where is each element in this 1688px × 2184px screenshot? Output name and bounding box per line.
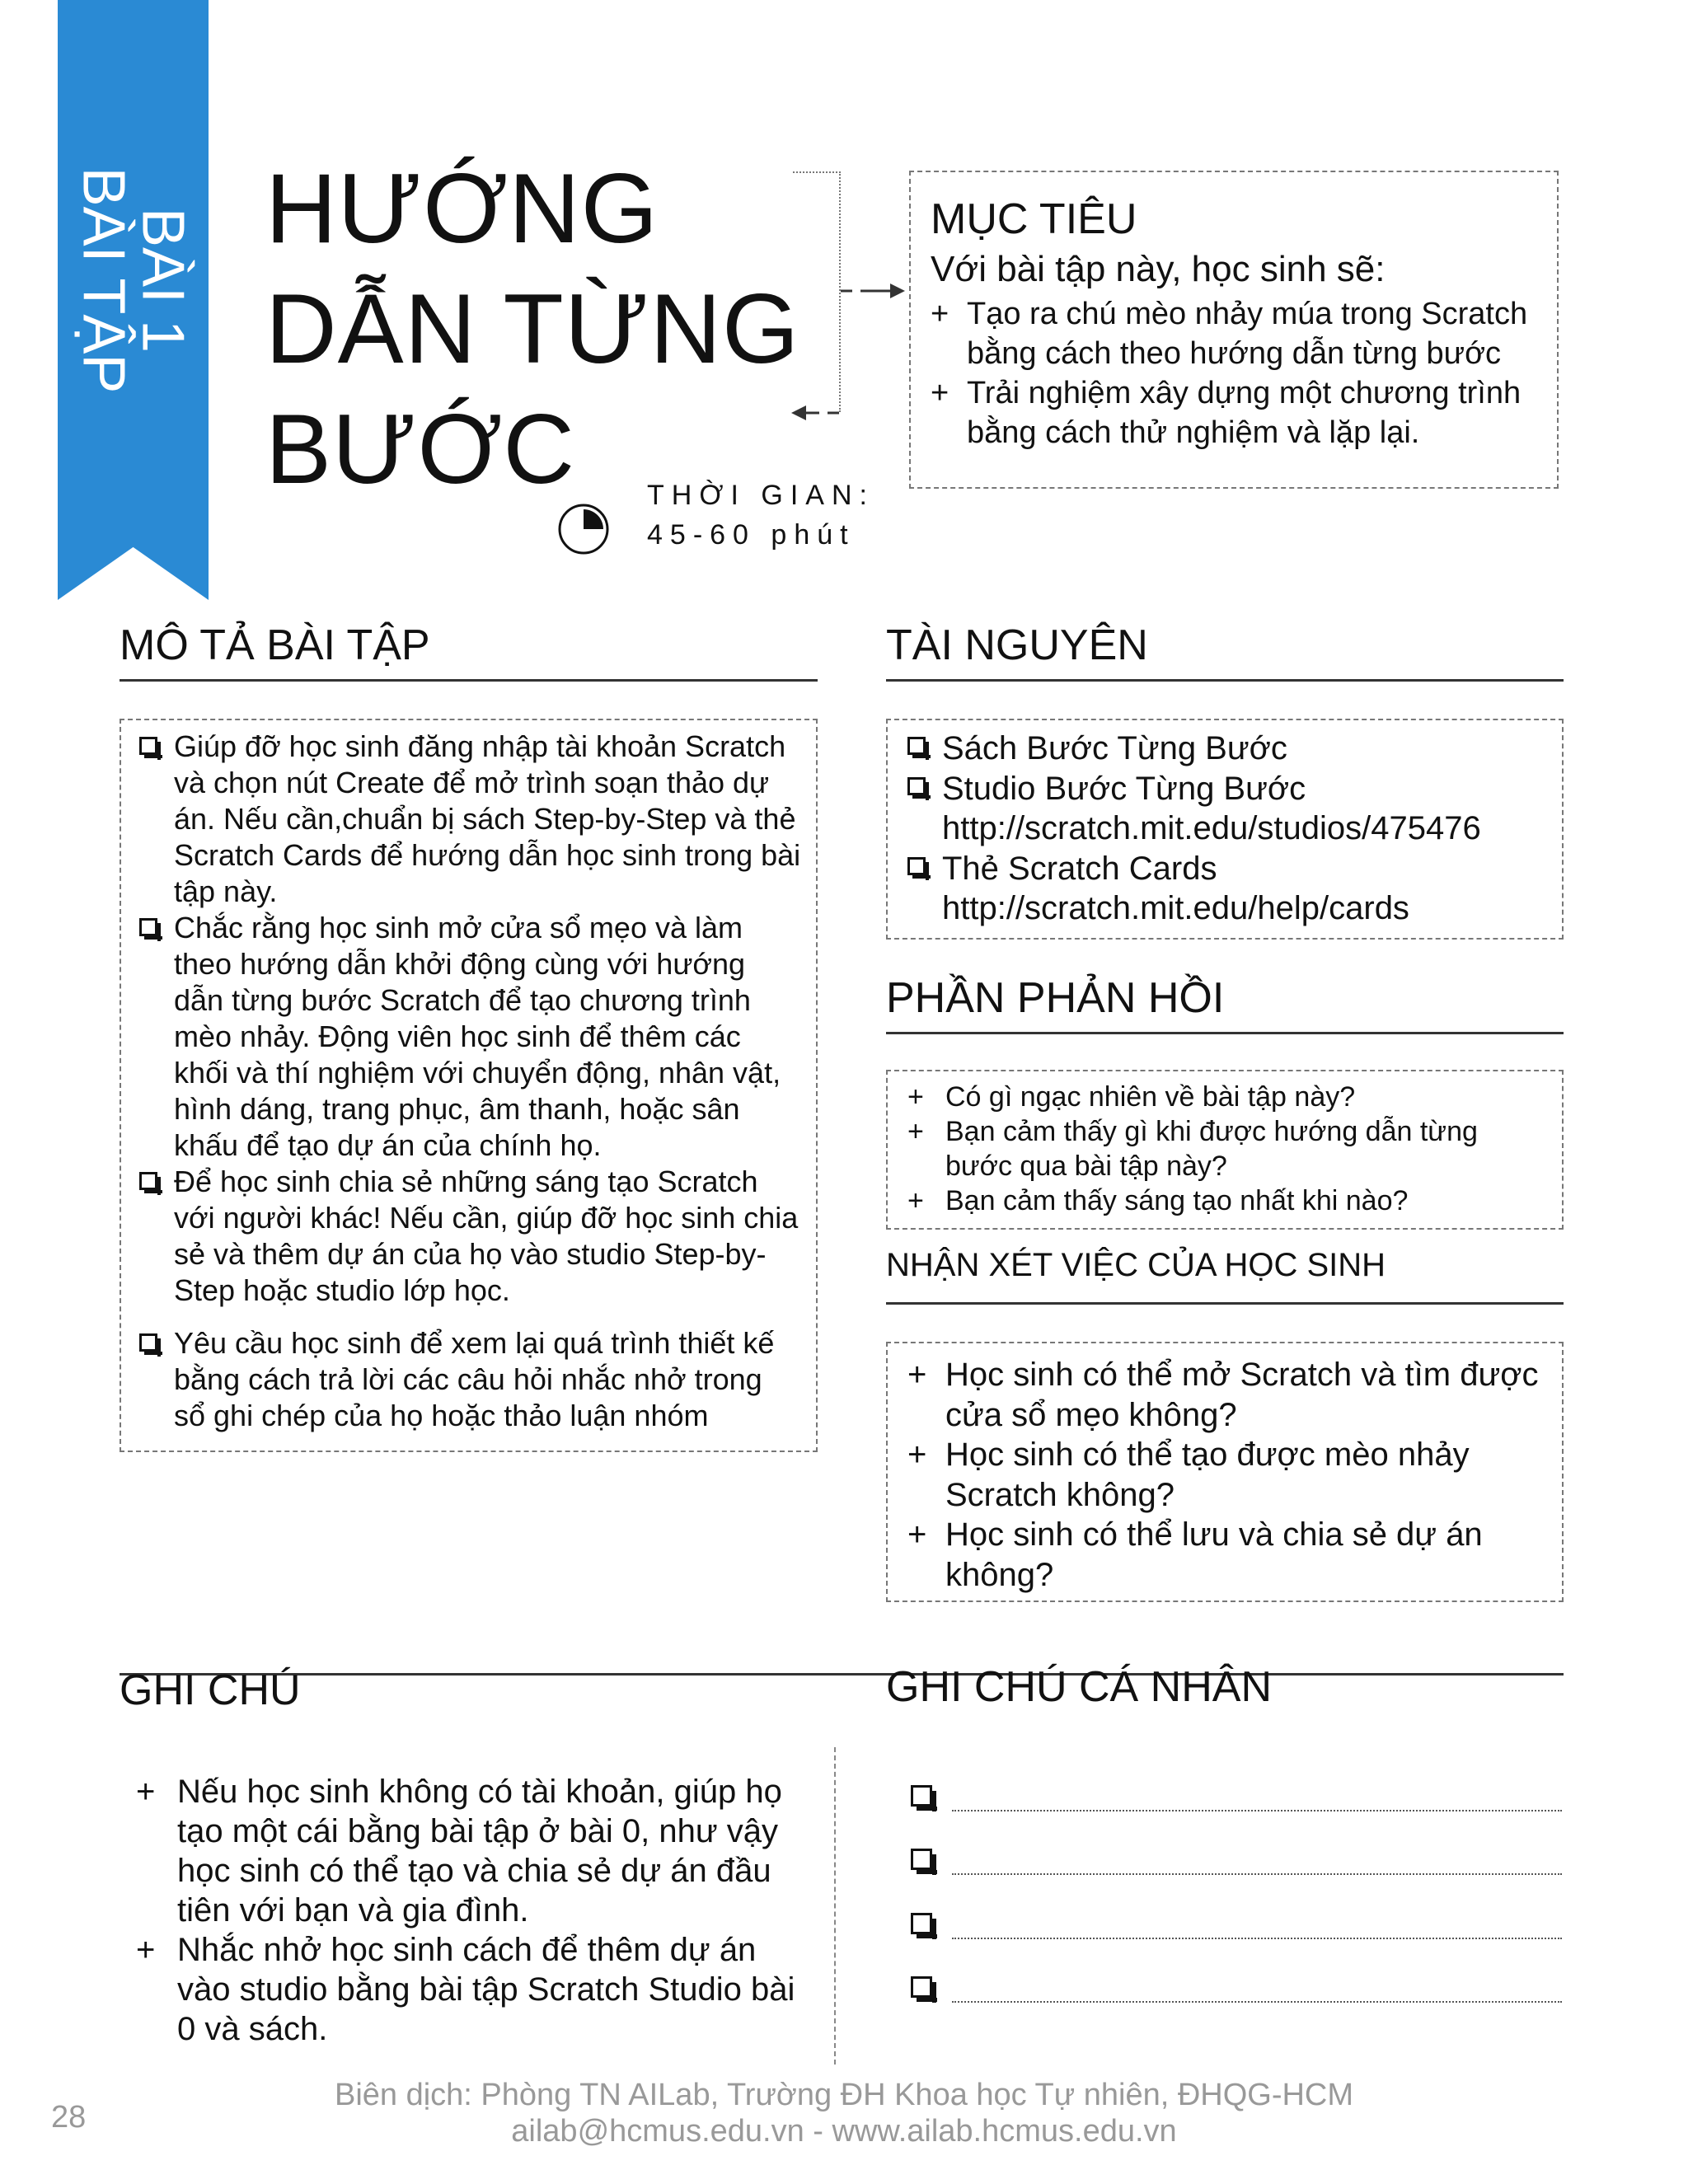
resource-link[interactable]: http://scratch.mit.edu/studios/475476	[942, 810, 1481, 846]
plus-icon: +	[907, 1357, 927, 1393]
checkbox-icon	[139, 1333, 157, 1352]
checkbox-icon[interactable]	[911, 1976, 932, 1998]
list-item: + Học sinh có thể tạo được mèo nhảy Scratch không?	[907, 1436, 1470, 1513]
lesson-ribbon-label	[58, 0, 209, 560]
ribbon-lesson-type: BÀI TẬP	[70, 166, 137, 394]
page-number: 28	[51, 2100, 87, 2135]
list-item: Studio Bước Từng Bước http://scratch.mit.edu/studios/475476	[906, 769, 1547, 849]
list-item: + Học sinh có thể lưu và chia sẻ dự án không?	[907, 1516, 1483, 1593]
plus-icon: +	[136, 1774, 156, 1810]
list-item: Yêu cầu học sinh để xem lại quá trình thiết kế bằng cách trả lời các câu hỏi nhắc nhở trong sổ ghi chép của họ hoặc thảo luận nhóm	[138, 1325, 801, 1434]
connector-line	[793, 171, 841, 173]
notes-heading-rule	[120, 1665, 1564, 1675]
plus-icon: +	[931, 297, 950, 331]
footer-credit: Biên dịch: Phòng TN AILab, Trường ĐH Khoa học Tự nhiên, ĐHQG-HCM	[334, 2078, 1354, 2112]
plus-icon: +	[907, 1516, 927, 1553]
resources-box	[886, 719, 1564, 940]
plus-icon: +	[931, 376, 950, 410]
reflection-box	[886, 1070, 1564, 1230]
arrow-left-icon	[790, 401, 841, 425]
checkbox-icon	[907, 857, 926, 875]
personal-notes-heading: GHI CHÚ CÁ NHÂN	[886, 1663, 1273, 1711]
personal-note-row[interactable]	[911, 1779, 1562, 1811]
list-item: + Bạn cảm thấy sáng tạo nhất khi nào?	[907, 1185, 1409, 1216]
column-divider	[834, 1747, 836, 2064]
personal-note-row[interactable]	[911, 1970, 1562, 2003]
personal-note-row[interactable]	[911, 1842, 1562, 1875]
footer	[0, 2077, 1688, 2149]
checkbox-icon	[139, 1172, 157, 1190]
list-item: Chắc rằng học sinh mở cửa sổ mẹo và làm theo hướng dẫn khởi động cùng với hướng dẫn từng bước Scratch để tạo chương trình mèo nhảy. Động viên học sinh để thêm các khối và thí nghiệm với chuyển động, nhân vật, hình dáng, trang phục, âm thanh, hoặc sân khấu để tạo dự án của chính họ.	[138, 910, 801, 1164]
description-list	[138, 729, 801, 1434]
list-item: + Nhắc nhở học sinh cách để thêm dự án vào studio bằng bài tập Scratch Studio bài 0 và sách.	[136, 1932, 795, 2047]
list-item: Thẻ Scratch Cards http://scratch.mit.edu/help/cards	[906, 849, 1547, 929]
time-value: 45-60 phút	[647, 519, 856, 551]
list-item: + Trải nghiệm xây dựng một chương trình bằng cách thử nghiệm và lặp lại.	[931, 373, 1537, 452]
personal-note-row[interactable]	[911, 1906, 1562, 1939]
plus-icon: +	[907, 1116, 924, 1147]
clock-icon	[557, 503, 610, 555]
observation-box	[886, 1342, 1564, 1602]
objective-list	[931, 294, 1537, 452]
ribbon-lesson-number: BÀI 1	[129, 207, 196, 354]
time-label: THỜI GIAN:	[647, 480, 874, 511]
writing-line	[952, 1873, 1562, 1875]
observation-list	[907, 1355, 1547, 1595]
checkbox-icon[interactable]	[911, 1913, 932, 1934]
checkbox-icon	[139, 737, 157, 755]
checkbox-icon[interactable]	[911, 1785, 932, 1807]
description-box	[120, 719, 818, 1452]
reflection-list	[907, 1080, 1547, 1218]
resources-list	[906, 729, 1547, 929]
resource-link[interactable]: http://scratch.mit.edu/help/cards	[942, 890, 1409, 926]
plus-icon: +	[907, 1185, 924, 1216]
checkbox-icon	[907, 777, 926, 795]
list-item: Giúp đỡ học sinh đăng nhập tài khoản Scratch và chọn nút Create để mở trình soạn thảo dự án. Nếu cần,chuẩn bị sách Step-by-Step và thẻ Scratch Cards để hướng dẫn học sinh trong bài tập này.	[138, 729, 801, 910]
list-item: Để học sinh chia sẻ những sáng tạo Scratch với người khác! Nếu cần, giúp đỡ học sinh chia sẻ và thêm dự án của họ vào studio Step-by-Step hoặc studio lớp học.	[138, 1164, 801, 1309]
checkbox-icon[interactable]	[911, 1849, 932, 1870]
list-item: + Nếu học sinh không có tài khoản, giúp họ tạo một cái bằng bài tập ở bài 0, như vậy học sinh có thể tạo và chia sẻ dự án đầu tiên với bạn và gia đình.	[136, 1774, 782, 1929]
plus-icon: +	[136, 1932, 156, 1968]
objective-heading: MỤC TIÊU	[931, 195, 1137, 243]
footer-contact[interactable]: ailab@hcmus.edu.vn - www.ailab.hcmus.edu.vn	[511, 2114, 1177, 2149]
page-title	[265, 148, 799, 509]
title-line: BƯỚC	[265, 394, 576, 504]
writing-line	[952, 1938, 1562, 1939]
notes-list	[136, 1772, 816, 2049]
list-item: + Có gì ngạc nhiên về bài tập này?	[907, 1081, 1356, 1113]
writing-line	[952, 1810, 1562, 1811]
objective-intro: Với bài tập này, học sinh sẽ:	[931, 249, 1386, 289]
checkbox-icon	[907, 737, 926, 755]
list-item: + Tạo ra chú mèo nhảy múa trong Scratch bằng cách theo hướng dẫn từng bước	[931, 294, 1537, 373]
resources-heading: TÀI NGUYÊN	[886, 620, 1564, 682]
plus-icon: +	[907, 1081, 924, 1113]
notes-heading: GHI CHÚ	[120, 1666, 301, 1714]
plus-icon: +	[907, 1436, 927, 1473]
list-item: + Bạn cảm thấy gì khi được hướng dẫn từng bước qua bài tập này?	[907, 1116, 1478, 1182]
objective-box	[909, 171, 1559, 489]
title-line: HƯỚNG	[265, 153, 659, 264]
list-item: + Học sinh có thể mở Scratch và tìm được cửa sổ mẹo không?	[907, 1357, 1539, 1433]
checkbox-icon	[139, 918, 157, 936]
list-item: Sách Bước Từng Bước	[906, 729, 1547, 769]
observation-heading: NHẬN XÉT VIỆC CỦA HỌC SINH	[886, 1244, 1564, 1305]
title-line: DẪN TỪNG	[265, 274, 800, 384]
reflection-heading: PHẦN PHẢN HỒI	[886, 972, 1564, 1034]
writing-line	[952, 2001, 1562, 2003]
description-heading: MÔ TẢ BÀI TẬP	[120, 620, 818, 682]
arrow-right-icon	[841, 279, 907, 303]
